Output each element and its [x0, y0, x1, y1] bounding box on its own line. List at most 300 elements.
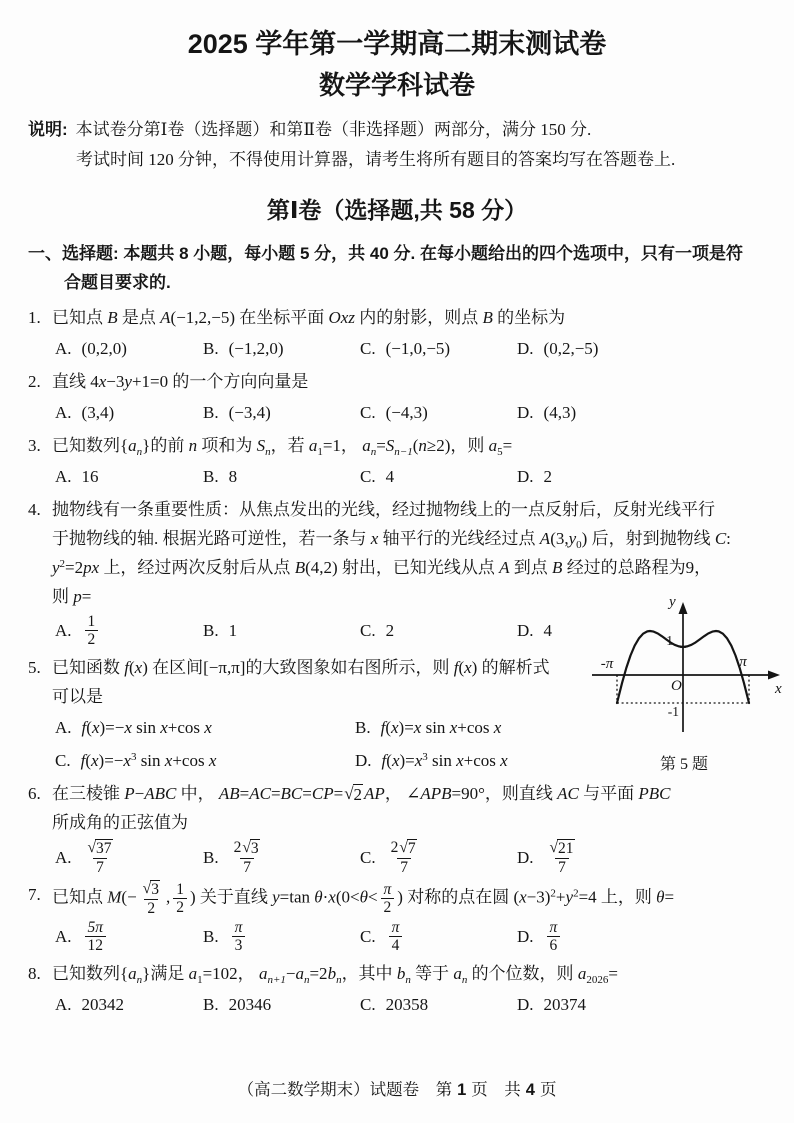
fraction-numerator [233, 919, 245, 936]
question-stem-line [28, 808, 768, 837]
question-stem-row [28, 959, 768, 988]
text-run: +cos [463, 750, 501, 770]
text-run: )=− [98, 750, 124, 770]
option-label: A. [55, 847, 72, 867]
option-label: D. [517, 621, 534, 641]
subscript: n [265, 446, 271, 458]
text-run: 4 [391, 937, 400, 955]
text-run: ( [412, 436, 419, 455]
option-content [386, 398, 428, 427]
text-run: 2 [147, 899, 156, 917]
text-run: − [134, 783, 145, 803]
text-run: =102， [202, 963, 259, 983]
text-run: sin [136, 750, 165, 770]
option-label: A. [55, 994, 72, 1014]
instructions-block [28, 115, 766, 175]
option-content [229, 839, 266, 876]
text-run: x [328, 887, 336, 907]
subscript: n [405, 973, 411, 986]
option-content [386, 334, 451, 363]
question-stem [52, 303, 768, 332]
text-run: 2 [176, 898, 184, 916]
text-run: 与平面 [578, 783, 639, 803]
text-run: −3 [106, 372, 125, 391]
text-run: b [327, 963, 337, 983]
text-run: 已知数列{ [52, 436, 129, 455]
fraction-denominator [555, 858, 569, 876]
text-run: B [552, 558, 563, 577]
text-run: 已知函数 [52, 657, 125, 677]
text-run: 20358 [385, 994, 429, 1014]
radical-body: 7 [407, 839, 416, 857]
text-run: )= [398, 717, 414, 737]
text-run: 2 [390, 838, 399, 856]
text-run: x [164, 750, 173, 770]
radical-sign: √ [142, 879, 152, 897]
text-run: ( [385, 717, 391, 737]
option-C [360, 919, 517, 955]
text-run: 等于 [410, 963, 454, 983]
text-run: 12 [87, 937, 104, 955]
option-label: C. [360, 927, 376, 947]
option-content [81, 746, 217, 775]
text-run: x [91, 750, 99, 770]
text-run: ( [85, 750, 91, 770]
option-A [55, 919, 203, 955]
text-run: : [726, 529, 731, 548]
subscript: 1 [197, 973, 203, 986]
question-stem-line [28, 524, 768, 553]
fraction-numerator [548, 919, 560, 936]
text-run: ) 后，射到抛物线 [581, 529, 715, 548]
radical-body: 21 [558, 839, 574, 857]
text-run: sin [427, 750, 457, 770]
subscript: 0 [576, 539, 582, 551]
text-run: = [239, 783, 250, 803]
subscript: n+1 [267, 973, 286, 986]
option-label: B. [203, 403, 219, 422]
text-run: PBC [638, 783, 671, 803]
option-content [82, 398, 115, 427]
option-D [355, 746, 615, 775]
option-content [82, 334, 127, 363]
option-label: B. [203, 467, 219, 486]
text-run: f [124, 657, 129, 677]
text-run: y [568, 529, 577, 548]
text-run: 所成角的正弦值为 [52, 812, 188, 832]
options-row [28, 398, 768, 427]
option-content [82, 990, 125, 1019]
subscript: n [303, 973, 310, 986]
option-content [386, 919, 406, 955]
text-run: (0,2,0) [81, 339, 127, 358]
text-run: Oxz [328, 308, 355, 327]
option-content [229, 616, 238, 645]
option-content [229, 398, 271, 427]
question-1 [28, 303, 768, 363]
text-run: π [234, 919, 243, 937]
option-B [203, 839, 360, 876]
text-run: 轴平行的光线经过点 [378, 529, 540, 548]
option-label: A. [55, 621, 72, 641]
text-run: 中， [176, 783, 219, 803]
math-fraction [547, 919, 561, 955]
y-axis-arrow [679, 602, 688, 614]
math-fraction [85, 613, 99, 649]
question-7 [28, 880, 768, 955]
question-number: 2. [28, 372, 41, 391]
option-B [203, 990, 360, 1019]
text-run: p [73, 587, 82, 606]
text-run: θ [656, 887, 665, 907]
text-run: x [123, 750, 131, 770]
option-label: D. [517, 847, 534, 867]
option-label: B. [203, 621, 219, 641]
option-label: D. [517, 927, 534, 947]
text-run: ) 关于直线 [189, 887, 273, 907]
text-run: 1 [176, 880, 184, 898]
option-D [517, 398, 768, 427]
option-content [386, 990, 429, 1019]
question-number: 7. [28, 884, 41, 904]
text-run: }满足 [142, 963, 189, 983]
option-label: B. [203, 339, 219, 358]
text-run: 已知数列{ [52, 963, 129, 983]
figure-label-neg1: -1 [667, 704, 679, 719]
text-run: x [98, 372, 107, 391]
text-run: a [308, 436, 318, 455]
radical-sign: √ [87, 838, 97, 856]
option-content [229, 990, 272, 1019]
question-stem [52, 880, 768, 917]
text-run: ( [386, 750, 392, 770]
text-run: y [272, 887, 280, 907]
text-run: x [493, 717, 502, 737]
text-run: n [418, 436, 427, 455]
question-number: 4. [28, 500, 41, 519]
x-axis-arrow [768, 671, 780, 680]
instruction-text-2: 考试时间 120 分钟，不得使用计算器，请考生将所有题目的答案均写在答题卷上. [76, 150, 676, 169]
option-label: C. [55, 750, 71, 770]
question-number: 5. [28, 657, 41, 677]
question-stem-line [28, 553, 768, 582]
math-fraction [389, 919, 403, 955]
subscript: 2026 [586, 973, 609, 986]
text-run: )= [399, 750, 415, 770]
text-run: 上，经过两次反射后从点 [99, 558, 295, 577]
option-content [82, 839, 119, 876]
text-run: 在三棱锥 [52, 783, 125, 803]
text-run: x [204, 717, 212, 737]
text-run: 经过的总路程为9， [562, 558, 712, 577]
text-run: ， ∠ [384, 783, 421, 803]
option-C [55, 746, 355, 775]
radical [550, 839, 575, 858]
text-run: = [333, 783, 344, 803]
text-run: 可以是 [52, 686, 103, 706]
question-stem [52, 653, 580, 682]
option-label: A. [55, 717, 72, 737]
footer-text: （高二数学期末）试题卷 第 [237, 1080, 453, 1099]
text-run: 20342 [81, 994, 125, 1014]
radical-sign: √ [549, 838, 559, 856]
text-run: +cos [172, 750, 209, 770]
text-run: (− [121, 887, 137, 907]
fraction-denominator [232, 936, 246, 954]
question-stem-row [28, 779, 768, 808]
radical-sign: √ [344, 783, 354, 803]
text-run: n [188, 436, 198, 455]
fraction-denominator [397, 858, 411, 876]
text-run: AC [249, 783, 271, 803]
text-run: 2 [87, 631, 96, 649]
question-number: 3. [28, 436, 41, 455]
subscript: n [136, 973, 143, 986]
text-run: 已知点 [52, 887, 108, 907]
text-run: (−3,4) [228, 403, 271, 422]
text-run: ( [458, 657, 465, 677]
text-run: 已知点 [52, 308, 108, 327]
option-D [517, 462, 768, 491]
text-run: x [208, 750, 217, 770]
text-run: x [414, 750, 423, 770]
option-content [544, 462, 553, 491]
text-run: x [134, 657, 143, 677]
figure-label-1: 1 [666, 633, 673, 648]
option-label: C. [360, 403, 376, 422]
radical-body: 3 [250, 839, 259, 857]
text-run: M [107, 887, 122, 907]
text-run: x [391, 750, 400, 770]
subscript: n [461, 973, 468, 986]
fraction-denominator [173, 898, 187, 916]
fraction-numerator [140, 880, 163, 899]
text-run: (−1,0,−5) [385, 339, 451, 358]
option-C [360, 398, 517, 427]
option-content [544, 334, 599, 363]
fraction-denominator [547, 936, 561, 954]
text-run: (−4,3) [385, 403, 428, 422]
question-stem-row [28, 303, 768, 332]
math-fraction [140, 880, 163, 917]
option-B [355, 713, 615, 742]
option-content [386, 839, 423, 876]
subscript: n [136, 446, 143, 458]
text-run: ，其中 [341, 963, 397, 983]
text-run: 内的射影，则点 [354, 308, 483, 327]
option-label: A. [55, 403, 72, 422]
text-run: a [258, 963, 268, 983]
footer-total-pages: 4 [525, 1081, 535, 1099]
text-run: 7 [558, 858, 566, 876]
option-label: B. [203, 927, 219, 947]
options-row [28, 334, 768, 363]
math-fraction [381, 881, 395, 917]
fraction-numerator [86, 613, 98, 630]
option-D [517, 839, 768, 876]
text-run: =2 [65, 558, 84, 577]
text-run: 4 [385, 467, 395, 486]
text-run: APB [420, 783, 452, 803]
text-run: 7 [243, 858, 251, 876]
text-run: π [383, 880, 392, 898]
text-run: AP [364, 783, 385, 803]
options-row [28, 839, 768, 876]
option-content [544, 919, 564, 955]
text-run: = [270, 783, 281, 803]
text-run: y [52, 558, 60, 577]
text-run: = [608, 963, 618, 983]
question-number: 1. [28, 308, 41, 327]
text-run: π [549, 919, 558, 937]
option-content [229, 919, 249, 955]
text-run: A [499, 558, 510, 577]
text-run: sin [421, 717, 450, 737]
text-run: a [362, 436, 371, 455]
text-run: (0,2,−5) [543, 339, 599, 358]
option-A [55, 334, 203, 363]
text-run: )=− [99, 717, 125, 737]
option-label: A. [55, 339, 72, 358]
text-run: +1=0 的一个方向向量是 [131, 372, 309, 391]
text-run: (4,3) [543, 403, 577, 422]
text-run: +cos [457, 717, 494, 737]
text-run: + [555, 887, 566, 907]
fraction-numerator [86, 919, 106, 936]
text-run: a [188, 963, 198, 983]
fraction-denominator [85, 936, 107, 954]
text-run: B [107, 308, 118, 327]
math-fraction [85, 919, 107, 955]
text-run: 8 [228, 467, 238, 486]
section-title: 第Ⅰ卷（选择题,共 58 分） [266, 197, 528, 223]
option-label: D. [517, 467, 534, 486]
text-run: 1 [87, 613, 96, 630]
option-content [382, 746, 508, 775]
text-run: =4 上，则 [578, 887, 657, 907]
text-run: f [380, 717, 386, 737]
figure-label-neg-pi: -π [600, 656, 614, 672]
page-footer [0, 1076, 794, 1100]
text-run: 于抛物线的轴. 根据光路可逆性，若一条与 [52, 529, 371, 548]
text-run: = [302, 783, 312, 803]
text-run: ( [128, 657, 135, 677]
text-run: a [577, 963, 587, 983]
text-run: f [453, 657, 459, 677]
math-fraction [232, 839, 263, 876]
instruction-line-2 [28, 145, 766, 175]
option-C [360, 334, 517, 363]
footer-end-text: 页 [539, 1080, 557, 1099]
option-D [517, 334, 768, 363]
option-content [386, 462, 395, 491]
text-run: −3) [526, 887, 551, 907]
text-run: 到点 [509, 558, 553, 577]
text-run: b [396, 963, 406, 983]
option-content [82, 713, 212, 742]
exam-title: 2025 学年第一学期高二期末测试卷 [187, 29, 607, 59]
text-run: 项和为 [197, 436, 257, 455]
text-run: S [385, 436, 395, 455]
text-run: 的个位数，则 [467, 963, 578, 983]
question-8 [28, 959, 768, 1019]
text-run: 6 [549, 937, 558, 955]
text-run: 抛物线有一条重要性质：从焦点发出的光线，经过抛物线上的一点反射后，反射光线平行 [52, 500, 715, 519]
text-run: B [294, 558, 306, 577]
text-run: AB [218, 783, 240, 803]
text-run: x [370, 529, 379, 548]
fraction-denominator [381, 898, 395, 916]
part1-intro [28, 239, 768, 297]
radical-body: 3 [151, 880, 159, 898]
fraction-numerator [390, 919, 402, 936]
option-content [381, 713, 502, 742]
option-content [544, 990, 587, 1019]
options-row [28, 990, 768, 1019]
text-run: A [160, 308, 171, 327]
option-C [360, 613, 517, 649]
option-D [517, 990, 768, 1019]
option-A [55, 462, 203, 491]
text-run: 的坐标为 [492, 308, 566, 327]
text-run: f [381, 750, 387, 770]
option-B [203, 613, 360, 649]
subscript: 5 [497, 446, 503, 458]
fraction-denominator [144, 899, 158, 917]
text-run: y [565, 887, 574, 907]
option-label: D. [517, 403, 534, 422]
question-stem [52, 779, 768, 808]
option-C [360, 839, 517, 876]
fraction-numerator [85, 839, 116, 858]
text-run: sin [131, 717, 161, 737]
text-run: x [160, 717, 168, 737]
fraction-denominator [240, 858, 254, 876]
text-run: a [453, 963, 462, 983]
radical [399, 839, 416, 858]
options-row [28, 462, 768, 491]
text-run: 2 [383, 898, 392, 916]
fraction-numerator [389, 839, 420, 858]
question-stem-row [28, 367, 768, 396]
text-run: x [519, 887, 527, 907]
question-stem [52, 495, 768, 524]
option-A [55, 990, 203, 1019]
text-run: 2 [385, 621, 395, 641]
text-run: BC [280, 783, 303, 803]
text-run: (4,2) 射出，已知光线从点 [305, 558, 500, 577]
text-run: (−1,2,0) [228, 339, 284, 358]
text-run: x [464, 657, 472, 677]
text-run: x [413, 717, 422, 737]
text-run: =2 [309, 963, 328, 983]
fraction-numerator [232, 839, 263, 858]
question5-figure [578, 590, 790, 774]
math-fraction [232, 919, 246, 955]
subscript: n [370, 446, 377, 458]
text-run: ，若 [270, 436, 309, 455]
option-content [229, 334, 284, 363]
question-3 [28, 431, 768, 491]
question-6 [28, 779, 768, 876]
figure-label-pi: π [739, 654, 747, 670]
fraction-numerator [174, 881, 186, 898]
superscript: 2 [550, 887, 556, 900]
text-run: ≥2)，则 [426, 436, 489, 455]
option-A [55, 713, 355, 742]
option-content [386, 616, 395, 645]
text-run: }的前 [142, 436, 189, 455]
